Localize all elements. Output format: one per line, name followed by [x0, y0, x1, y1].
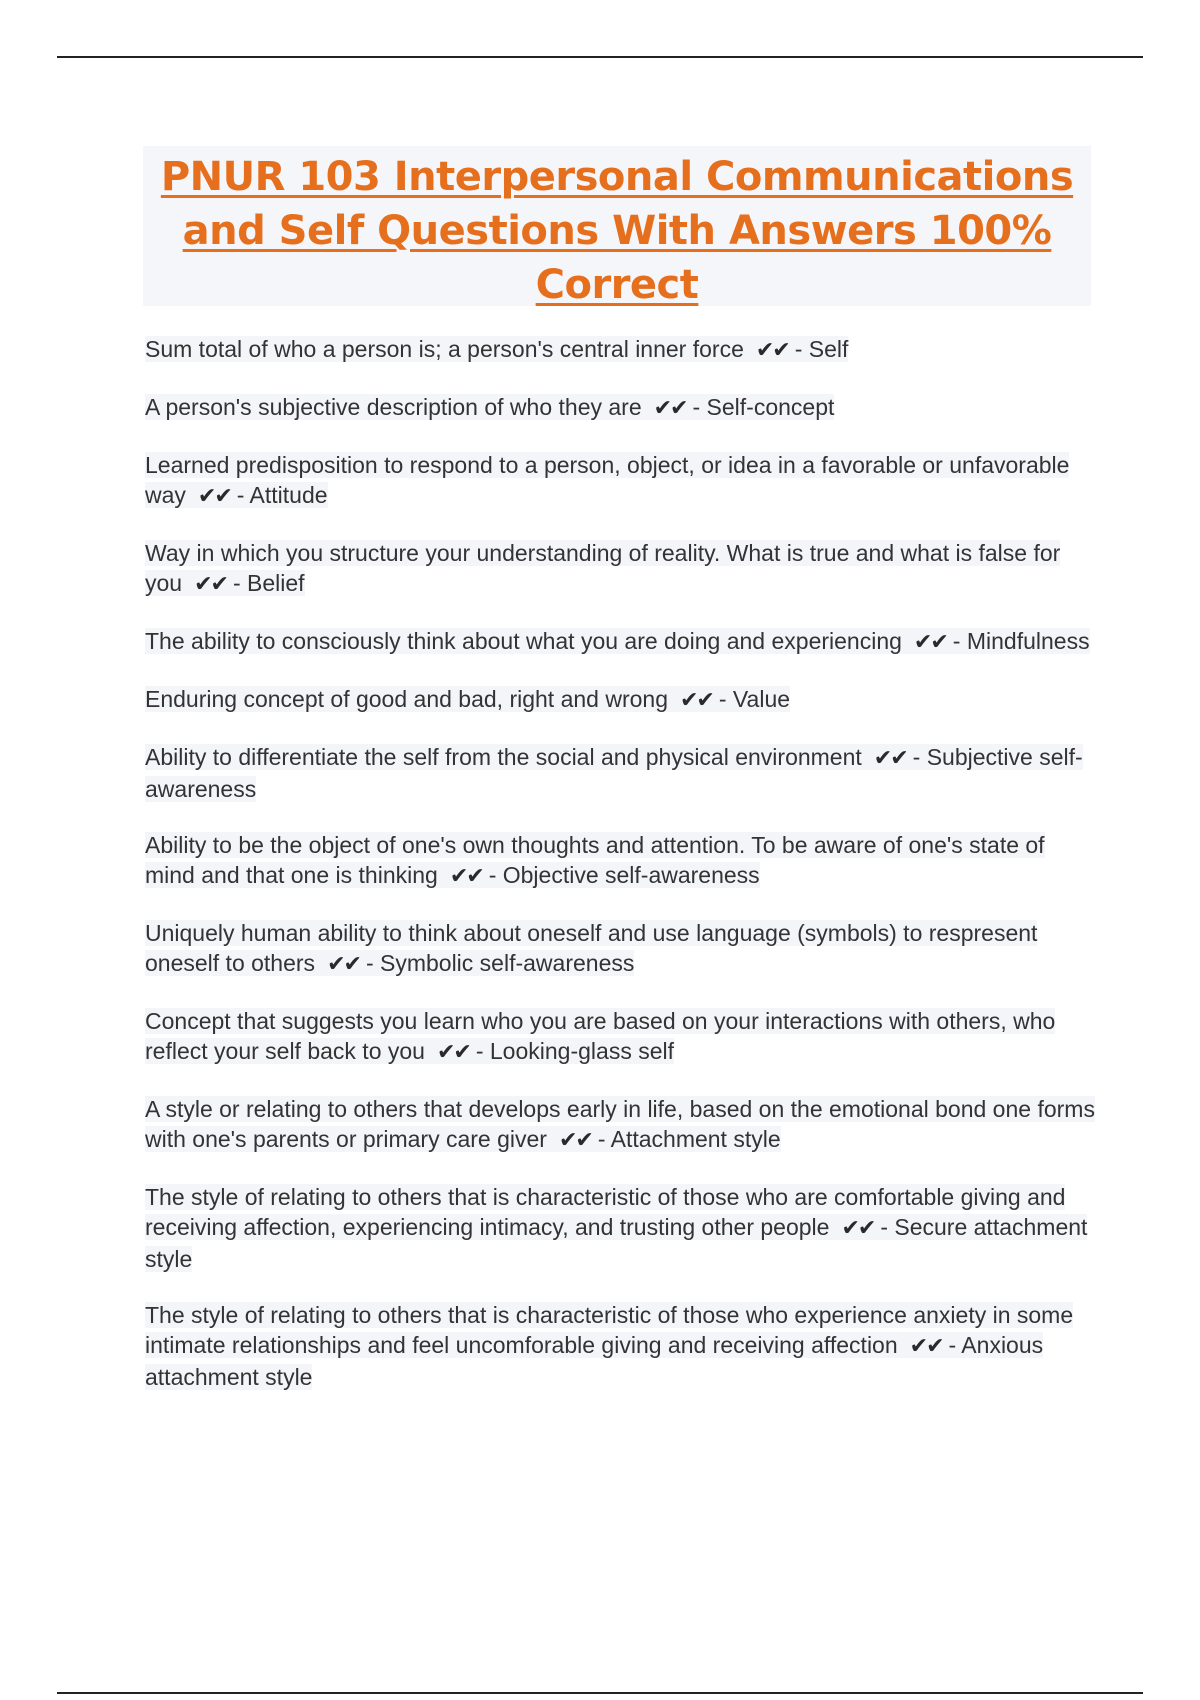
document-title: PNUR 103 Interpersonal Communications and Self Questions With Answers 100% Correct: [160, 154, 1074, 308]
answer-text: - Value: [718, 686, 791, 712]
double-check-icon: ✔✔: [755, 338, 789, 363]
answer-text: - Objective self-awareness: [488, 862, 760, 888]
qa-highlight: [145, 686, 790, 712]
question-text: Ability to be the object of one's own thoughts and attention. To be aware of one's state of mind and that one is thinking: [145, 832, 1045, 888]
double-check-icon: ✔✔: [558, 1128, 592, 1153]
qa-item: [145, 450, 1095, 512]
qa-highlight: [145, 540, 1060, 596]
qa-item: [145, 538, 1095, 600]
answer-text: - Anxious attachment style: [145, 1332, 1044, 1390]
qa-highlight: [145, 628, 1090, 654]
question-text: Learned predisposition to respond to a person, object, or idea in a favorable or unfavorable way: [145, 452, 1070, 508]
answer-text: - Attachment style: [597, 1126, 781, 1152]
question-text: A person's subjective description of who they are: [145, 394, 642, 420]
double-check-icon: ✔✔: [194, 572, 227, 597]
answer-text: - Looking-glass self: [475, 1038, 674, 1064]
qa-item: [145, 334, 1095, 366]
qa-highlight: [145, 1096, 1095, 1152]
qa-list: [145, 334, 1095, 1418]
footer-rule: [57, 1692, 1143, 1694]
answer-text: - Self-concept: [692, 394, 835, 420]
question-text: Concept that suggests you learn who you are based on your interactions with others, who reflect your self back to you: [145, 1008, 1056, 1064]
qa-highlight: [145, 744, 1083, 802]
question-text: Enduring concept of good and bad, right and wrong: [145, 686, 668, 712]
qa-highlight: [145, 452, 1069, 508]
double-check-icon: ✔✔: [449, 864, 483, 889]
qa-highlight: [145, 336, 848, 362]
double-check-icon: ✔✔: [913, 630, 947, 655]
qa-item: [145, 830, 1095, 892]
double-check-icon: ✔✔: [841, 1216, 875, 1241]
answer-text: - Self: [794, 336, 849, 362]
qa-item: [145, 1182, 1095, 1274]
answer-text: - Mindfulness: [952, 628, 1090, 654]
qa-item: [145, 918, 1095, 980]
qa-highlight: [145, 832, 1045, 888]
question-text: Sum total of who a person is; a person's central inner force: [145, 336, 744, 362]
qa-highlight: [145, 394, 834, 420]
double-check-icon: ✔✔: [436, 1040, 470, 1065]
question-text: The style of relating to others that is characteristic of those who are comfortable giving and receiving affection, experiencing intimacy, and trusting other people: [145, 1184, 1066, 1240]
question-text: The ability to consciously think about what you are doing and experiencing: [145, 628, 902, 654]
answer-text: - Subjective self-awareness: [145, 744, 1083, 802]
question-text: Uniquely human ability to think about oneself and use language (symbols) to respresent oneself to others: [145, 920, 1038, 976]
qa-item: [145, 392, 1095, 424]
qa-highlight: [145, 1184, 1087, 1272]
question-text: Way in which you structure your understanding of reality. What is true and what is false for you: [145, 540, 1061, 596]
double-check-icon: ✔✔: [327, 952, 360, 977]
answer-text: - Secure attachment style: [145, 1214, 1088, 1272]
question-text: The style of relating to others that is characteristic of those who experience anxiety in some intimate relationships and feel uncomforable giving and receiving affection: [145, 1302, 1074, 1358]
qa-item: [145, 742, 1095, 804]
question-text: A style or relating to others that develops early in life, based on the emotional bond one forms with one's parents or primary care giver: [145, 1096, 1095, 1152]
title-block: [143, 146, 1091, 306]
qa-item: [145, 684, 1095, 716]
qa-highlight: [145, 1008, 1055, 1064]
answer-text: - Attitude: [236, 482, 328, 508]
question-text: Ability to differentiate the self from the social and physical environment: [145, 744, 862, 770]
qa-item: [145, 1300, 1095, 1392]
qa-item: [145, 626, 1095, 658]
qa-item: [145, 1094, 1095, 1156]
qa-highlight: [145, 920, 1037, 976]
qa-item: [145, 1006, 1095, 1068]
double-check-icon: ✔✔: [909, 1334, 943, 1359]
double-check-icon: ✔✔: [197, 484, 231, 509]
double-check-icon: ✔✔: [680, 688, 713, 713]
answer-text: - Belief: [232, 570, 305, 596]
answer-text: - Symbolic self-awareness: [365, 950, 635, 976]
double-check-icon: ✔✔: [653, 396, 687, 421]
double-check-icon: ✔✔: [873, 746, 907, 771]
qa-highlight: [145, 1302, 1073, 1390]
header-rule: [57, 56, 1143, 58]
